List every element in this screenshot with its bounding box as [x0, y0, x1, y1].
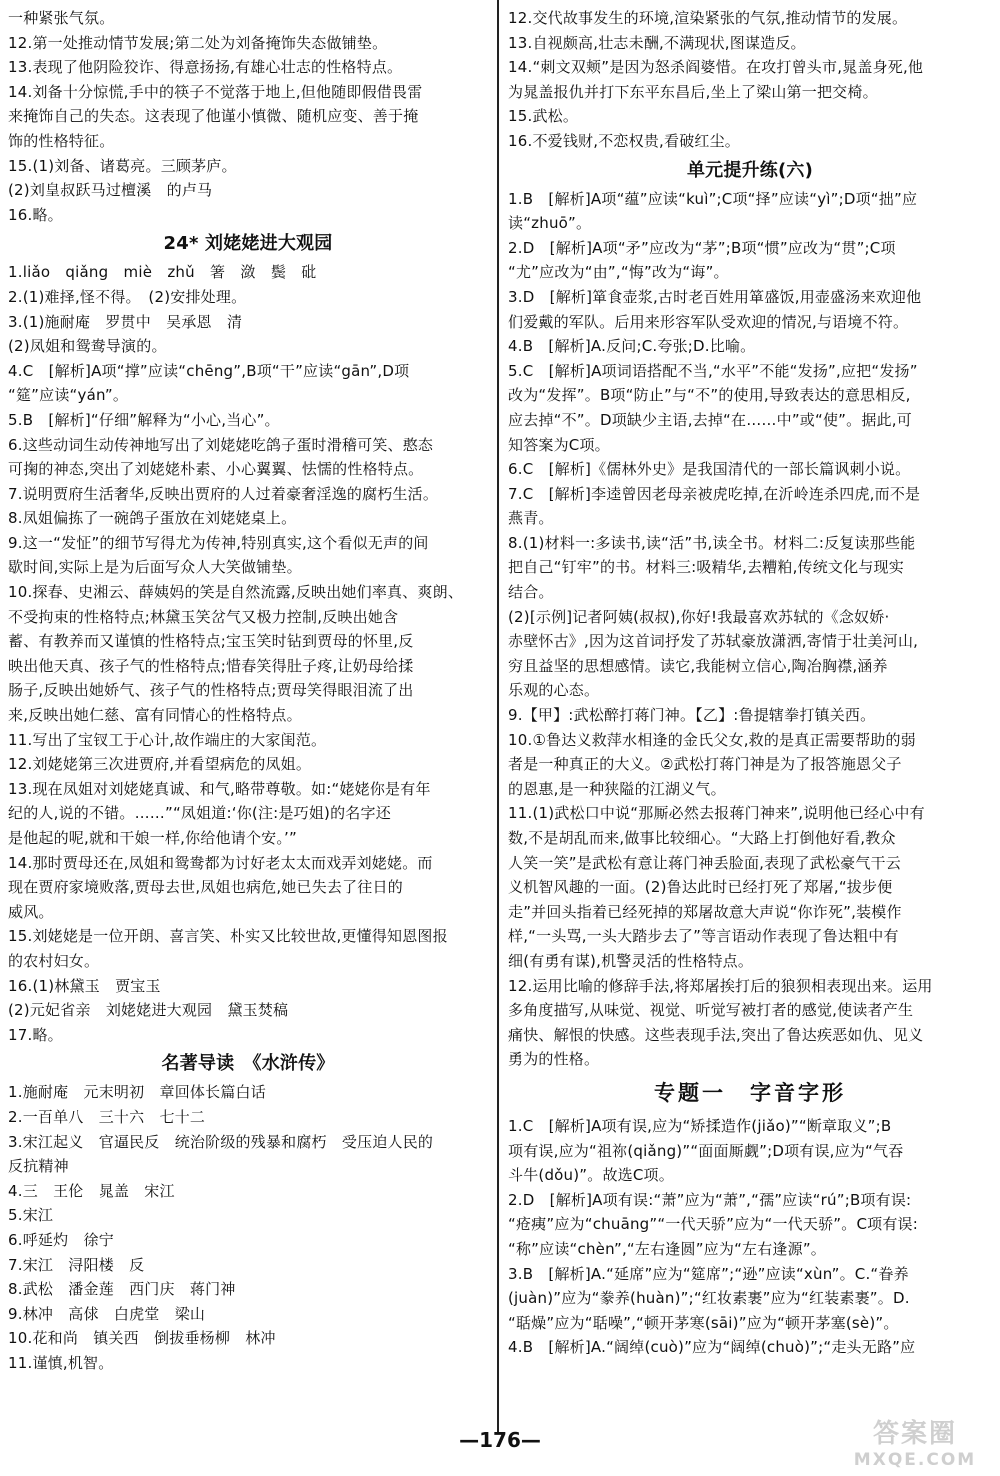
- answer-line: 13.自视颇高,壮志未酬,不满现状,图谋造反。: [508, 33, 806, 52]
- answer-line: 16.(1)林黛玉 贾宝玉: [8, 976, 161, 995]
- answer-line: 9.林冲 高俅 白虎堂 梁山: [8, 1304, 206, 1323]
- answer-line: 肠子,反映出她娇气、孩子气的性格特点;贾母笑得眼泪流了出: [8, 681, 414, 700]
- answer-line: 3.宋江起义 官逼民反 统治阶级的残暴和腐朽 受压迫人民的: [8, 1132, 434, 1151]
- answer-line: 斗牛(dǒu)”。故选C项。: [508, 1166, 674, 1185]
- answer-line: 数,不是胡乱而来,做事比较细心。“大路上打倒他好看,教众: [508, 829, 896, 847]
- answer-line: 人笑一笑”是武松有意让蒋门神丢脸面,表现了武松豪气干云: [508, 853, 901, 872]
- section-heading: 名著导读 《水浒传》: [161, 1053, 335, 1075]
- answer-line: 应去掉“不”。D项缺少主语,去掉“在……中”或“使”。据此,可: [508, 410, 912, 429]
- answer-line: 1.C [解析]A项有误,应为“矫揉造作(jiǎo)”“断章取义”;B: [508, 1116, 892, 1135]
- answer-line: 的农村妇女。: [8, 951, 100, 970]
- watermark-main-text: 答案圈: [872, 1419, 957, 1449]
- answer-line: 3.(1)施耐庵 罗贯中 吴承恩 清: [8, 312, 243, 331]
- answer-line: 燕青。: [508, 509, 554, 528]
- answer-line: 11.写出了宝钗工于心计,故作端庄的大家闺范。: [8, 730, 327, 749]
- answer-line: 饰的性格特征。: [8, 131, 115, 150]
- watermark-site-text: MXQE.COM: [853, 1450, 977, 1470]
- answer-line: “尤”应改为“由”,“悔”改为“诲”。: [508, 263, 729, 282]
- answer-line: 者是一种真正的大义。②武松打蒋门神是为了报答施恩父子: [508, 755, 902, 774]
- answer-line: 17.略。: [8, 1025, 63, 1044]
- right-column: [508, 6, 992, 1360]
- answer-line: 9.这一“发怔”的细节写得尤为传神,特别真实,这个看似无声的间: [8, 533, 429, 552]
- answer-line: 10.花和尚 镇关西 倒拔垂杨柳 林冲: [8, 1329, 276, 1348]
- answer-line: 们爱戴的军队。后用来形容军队受欢迎的情况,与语境不符。: [508, 312, 909, 331]
- answer-line: 16.略。: [8, 205, 63, 224]
- answer-line: 来掩饰自己的失态。这表现了他谨小慎微、随机应变、善于掩: [8, 107, 419, 126]
- section-heading: 专题一 字音字形: [654, 1080, 846, 1105]
- answer-line: 改为“发挥”。B项“防止”与“不”的使用,导致表达的意思相反,: [508, 386, 911, 405]
- answer-line: 现在贾府家境败落,贾母去世,凤姐也病危,她已失去了往日的: [8, 878, 403, 897]
- answer-line: “聒燥”应为“聒噪”,“顿开茅寒(sāi)”应为“顿开茅塞(sè)”。: [508, 1313, 899, 1332]
- answer-line: 知答案为C项。: [508, 435, 610, 454]
- column-divider: [497, 0, 499, 1432]
- answer-line: 8.(1)材料一:多读书,读“活”书,读全书。材料二:反复读那些能: [508, 533, 916, 552]
- answer-line: 结合。: [508, 583, 554, 602]
- left-column: [8, 6, 488, 1375]
- answer-line: 2.(1)难择,怪不得。 (2)安排处理。: [8, 287, 247, 306]
- answer-line: 6.这些动词生动传神地写出了刘姥姥吃鸽子蛋时滑稽可笑、憨态: [8, 435, 434, 454]
- answer-line: 蓄、有教养而又谨慎的性格特点;宝玉笑时钻到贾母的怀里,反: [8, 632, 414, 651]
- answer-line: 威风。: [8, 902, 54, 921]
- answer-line: 14.刘备十分惊慌,手中的筷子不觉落于地上,但他随即假借畏雷: [8, 82, 423, 101]
- answer-line: 12.交代故事发生的环境,渲染紧张的气氛,推动情节的发展。: [508, 9, 908, 27]
- answer-line: 一种紧张气氛。: [8, 9, 115, 27]
- page-number: —176—: [459, 1428, 541, 1452]
- answer-line: 8.武松 潘金莲 西门庆 蒋门神: [8, 1280, 236, 1299]
- answer-line: 15.(1)刘备、诸葛亮。三顾茅庐。: [8, 156, 237, 175]
- answer-line: 10.①鲁达义救萍水相逢的金氏父女,救的是真正需要帮助的弱: [508, 730, 916, 749]
- answer-line: “称”应读“chèn”,“左右逢圆”应为“左右逢源”。: [508, 1239, 827, 1258]
- answer-line: 是他起的呢,就和干娘一样,你给他请个安。’”: [8, 829, 297, 847]
- answer-line: 4.B [解析]A.“阔绰(cuò)”应为“阔绰(chuò)”;“走头无路”应: [508, 1338, 916, 1357]
- answer-line: 9.【甲】:武松醉打蒋门神。【乙】:鲁提辖拳打镇关西。: [508, 706, 876, 725]
- answer-line: 14.“刺文双颊”是因为怒杀阎婆惜。在攻打曾头市,晁盖身死,他: [508, 58, 924, 77]
- answer-line: 2.D [解析]A项“矛”应改为“茅”;B项“惯”应改为“贯”;C项: [508, 238, 896, 257]
- answer-line: 2.D [解析]A项有误:“萧”应为“萧”,“孺”应读“rú”;B项有误:: [508, 1190, 912, 1209]
- answer-line: 1.liǎo qiǎng miè zhǔ 箸 潋 鬓 砒: [8, 263, 317, 282]
- answer-line: 歇时间,实际上是为后面写众人大笑做铺垫。: [8, 558, 302, 577]
- answer-line: 4.B [解析]A.反问;C.夸张;D.比喻。: [508, 337, 756, 356]
- answer-line: 走”并回头指着已经死掉的郑屠故意大声说“你诈死”,装模作: [508, 902, 902, 921]
- answer-line: 把自己“钉牢”的书。材料三:吸精华,去糟粕,传统文化与现实: [508, 558, 904, 577]
- answer-line: 读“zhuō”。: [508, 214, 592, 233]
- answer-line: 映出他天真、孩子气的性格特点;惜春笑得肚子疼,让奶母给揉: [8, 656, 414, 675]
- answer-line: 3.B [解析]A.“延席”应为“筵席”;“逊”应读“xùn”。C.“眷养: [508, 1264, 909, 1283]
- answer-line: 13.现在凤姐对刘姥姥真诚、和气,略带尊敬。如:“姥姥你是有年: [8, 779, 431, 798]
- answer-line: 4.三 王伦 晁盖 宋江: [8, 1181, 175, 1200]
- answer-line: 项有误,应为“祖祢(qiǎng)”“面面厮觑”;D项有误,应为“气吞: [508, 1141, 904, 1160]
- answer-line: 为晁盖报仇并打下东平东昌后,坐上了梁山第一把交椅。: [508, 82, 878, 101]
- answer-line: “筵”应读“yán”。: [8, 386, 129, 405]
- answer-line: (2)[示例]记者阿姨(叔叔),你好!我最喜欢苏轼的《念奴娇·: [508, 607, 890, 626]
- section-heading: 单元提升练(六): [686, 159, 814, 181]
- answer-line: 11.谨慎,机智。: [8, 1353, 114, 1372]
- answer-line: 7.说明贾府生活奢华,反映出贾府的人过着豪奢淫逸的腐朽生活。: [8, 484, 439, 503]
- answer-line: 痛快、解恨的快感。这些表现手法,突出了鲁达疾恶如仇、见义: [508, 1025, 924, 1044]
- section-heading: 24* 刘姥姥进大观园: [163, 233, 333, 255]
- answer-line: 5.B [解析]“仔细”解释为“小心,当心”。: [8, 410, 280, 429]
- answer-line: 6.C [解析]《儒林外史》是我国清代的一部长篇讽刺小说。: [508, 460, 911, 479]
- answer-line: 15.武松。: [508, 107, 579, 126]
- answer-line: 的恩惠,是一种狭隘的江湖义气。: [508, 779, 726, 798]
- answer-line: 12.第一处推动情节发展;第二处为刘备掩饰失态做铺垫。: [8, 33, 388, 52]
- answer-line: 穷且益坚的思想感情。读它,我能树立信心,陶冶胸襟,涵养: [508, 656, 888, 675]
- answer-line: 多角度描写,从味觉、视觉、听觉写被打者的感觉,使读者产生: [508, 1001, 914, 1020]
- answer-line: 14.那时贾母还在,凤姐和鸳鸯都为讨好老太太而戏弄刘姥姥。而: [8, 853, 433, 872]
- answer-line: (2)刘皇叔跃马过檀溪 的卢马: [8, 181, 213, 200]
- answer-line: 不受拘束的性格特点;林黛玉笑岔气又极力控制,反映出她含: [8, 607, 399, 626]
- answer-line: 4.C [解析]A项“撑”应读“chēng”,B项“干”应读“gān”,D项: [8, 361, 410, 380]
- answer-line: 3.D [解析]箪食壶浆,古时老百姓用箪盛饭,用壶盛汤来欢迎他: [508, 287, 922, 306]
- watermark-logo: [840, 1413, 990, 1470]
- answer-line: 1.施耐庵 元末明初 章回体长篇白话: [8, 1083, 266, 1102]
- answer-line: 细(有勇有谋),机警灵活的性格特点。: [508, 951, 754, 970]
- answer-line: 赤壁怀古》,因为这首词抒发了苏轼豪放潇洒,寄情于壮美河山,: [508, 632, 919, 651]
- answer-line: (2)凤姐和鸳鸯导演的。: [8, 337, 167, 356]
- answer-line: 乐观的心态。: [508, 681, 600, 700]
- answer-line: 12.刘姥姥第三次进贾府,并看望病危的凤姐。: [8, 755, 312, 774]
- answer-line: 7.C [解析]李逵曾因老母亲被虎吃掉,在沂岭连杀四虎,而不是: [508, 484, 921, 503]
- answer-line: 2.一百单八 三十六 七十二: [8, 1107, 206, 1126]
- answer-line: 来,反映出她仁慈、富有同情心的性格特点。: [8, 706, 302, 725]
- answer-line: 8.凤姐偏拣了一碗鸽子蛋放在刘姥姥桌上。: [8, 509, 297, 528]
- answer-line: “疮痍”应为“chuāng”“一代天骄”应为“一代天骄”。C项有误:: [508, 1215, 918, 1234]
- answer-line: (2)元妃省亲 刘姥姥进大观园 黛玉焚稿: [8, 1001, 289, 1020]
- answer-line: 16.不爱钱财,不恋权贵,看破红尘。: [508, 131, 740, 150]
- answer-line: 纪的人,说的不错。……”“凤姐道:‘你(注:是巧姐)的名字还: [8, 804, 391, 823]
- answer-line: 12.运用比喻的修辞手法,将郑屠挨打后的狼狈相表现出来。运用: [508, 976, 933, 995]
- answer-line: 15.刘姥姥是一位开朗、喜言笑、朴实又比较世故,更懂得知恩图报: [8, 927, 448, 946]
- answer-line: 样,“一头骂,一头大踏步去了”等言语动作表现了鲁达粗中有: [508, 927, 899, 946]
- answer-line: 1.B [解析]A项“蕴”应读“kuì”;C项“择”应读“yì”;D项“拙”应: [508, 189, 918, 208]
- answer-line: 勇为的性格。: [508, 1050, 600, 1069]
- answer-line: 13.表现了他阴险狡诈、得意扬扬,有雄心壮志的性格特点。: [8, 58, 403, 77]
- answer-line: 7.宋江 浔阳楼 反: [8, 1255, 145, 1274]
- answer-line: 5.C [解析]A项词语搭配不当,“水平”不能“发扬”,应把“发扬”: [508, 361, 918, 380]
- answer-line: 反抗精神: [8, 1157, 69, 1176]
- answer-line: 10.探春、史湘云、薛姨妈的笑是自然流露,反映出她们率真、爽朗、: [8, 583, 464, 602]
- answer-line: (juàn)”应为“豢养(huàn)”;“红妆素裹”应为“红装素裹”。D.: [508, 1289, 910, 1308]
- answer-line: 6.呼延灼 徐宁: [8, 1230, 114, 1249]
- answer-line: 11.(1)武松口中说“那厮必然去报蒋门神来”,说明他已经心中有: [508, 804, 925, 823]
- answer-line: 义机智风趣的一面。(2)鲁达此时已经打死了郑屠,“拔步便: [508, 878, 893, 897]
- answer-line: 可掬的神态,突出了刘姥姥朴素、小心翼翼、怯懦的性格特点。: [8, 460, 424, 479]
- answer-line: 5.宋江: [8, 1206, 54, 1225]
